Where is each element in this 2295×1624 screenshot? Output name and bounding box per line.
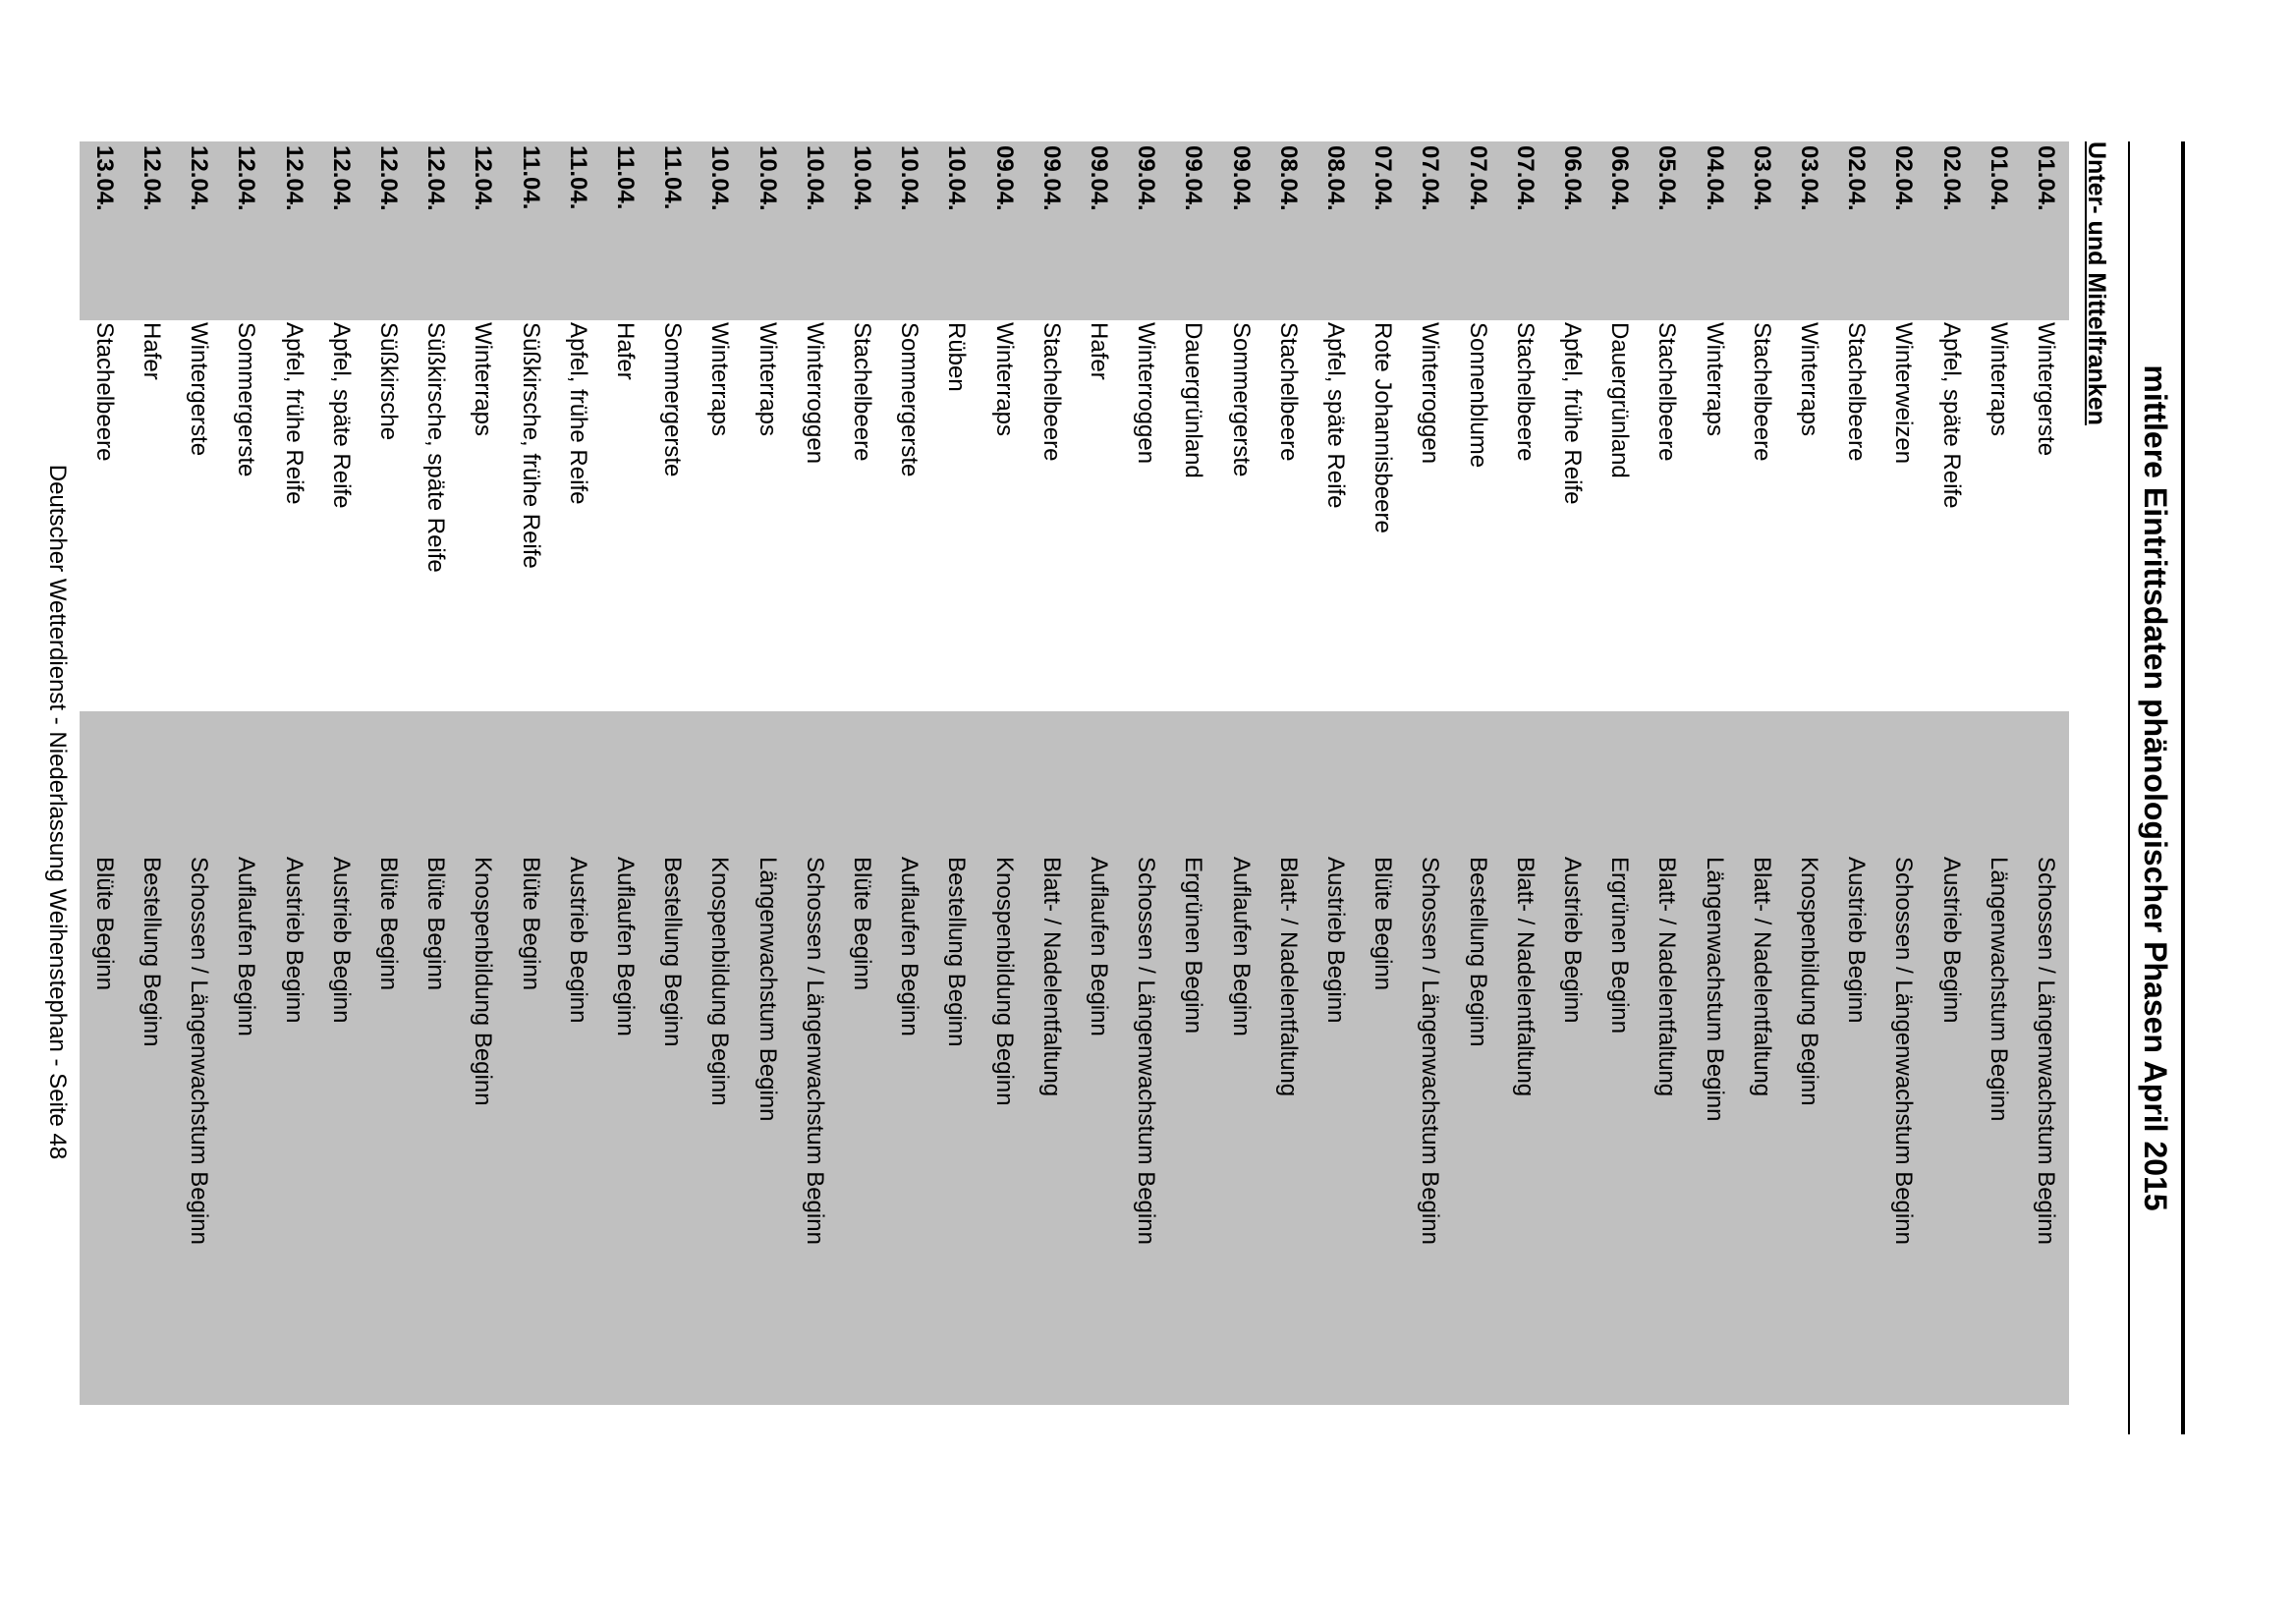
table-row	[1216, 141, 1263, 1434]
table-row	[1785, 141, 1832, 1434]
row-plant: Winterraps	[1701, 322, 1728, 437]
table-row	[696, 141, 743, 1434]
row-phase: Bestellung Beginn	[1464, 857, 1491, 1047]
row-plant: Stachelbeere	[1843, 322, 1871, 462]
row-phase: Blüte Beginn	[1370, 857, 1397, 991]
row-plant: Dauergrünland	[1606, 322, 1634, 478]
table-row	[980, 141, 1027, 1434]
row-date: 02.04.	[1890, 145, 1918, 211]
row-date: 12.04.	[327, 145, 355, 211]
row-date: 12.04.	[470, 145, 497, 211]
table-row	[601, 141, 648, 1434]
row-plant: Winterroggen	[801, 322, 828, 465]
row-date: 06.04.	[1559, 145, 1586, 211]
row-phase: Austrieb Beginn	[280, 857, 308, 1024]
table-row	[1406, 141, 1453, 1434]
row-phase: Knospenbildung Beginn	[706, 857, 734, 1106]
table-row	[81, 141, 128, 1434]
page-title: mittlere Eintrittsdaten phänologischer Phasen April 2015	[2138, 364, 2173, 1211]
row-phase: Knospenbildung Beginn	[470, 857, 497, 1106]
row-phase: Blüte Beginn	[90, 857, 118, 991]
table-row	[885, 141, 932, 1434]
row-plant: Wintergerste	[2033, 322, 2059, 457]
table-row	[1264, 141, 1312, 1434]
table-row	[1690, 141, 1737, 1434]
table-row	[506, 141, 553, 1434]
row-phase: Blüte Beginn	[517, 857, 544, 991]
row-date: 02.04.	[1937, 145, 1965, 211]
table-row	[1879, 141, 1927, 1434]
row-plant: Sommergerste	[233, 322, 260, 477]
row-plant: Rote Johannisbeere	[1370, 322, 1397, 533]
row-phase: Austrieb Beginn	[327, 857, 355, 1024]
row-phase: Auflaufen Beginn	[896, 857, 924, 1036]
row-phase: Schossen / Längenwachstum Beginn	[801, 857, 828, 1245]
row-date: 11.04.	[659, 145, 687, 210]
row-plant: Winterweizen	[1890, 322, 1918, 465]
row-phase: Austrieb Beginn	[564, 857, 591, 1024]
row-phase: Auflaufen Beginn	[612, 857, 639, 1036]
row-phase: Bestellung Beginn	[139, 857, 165, 1047]
row-phase: Längenwachstum Beginn	[754, 857, 781, 1122]
row-date: 04.04.	[1701, 145, 1728, 211]
row-date: 10.04.	[849, 145, 875, 211]
row-plant: Stachelbeere	[90, 322, 118, 462]
row-phase: Längenwachstum Beginn	[1985, 857, 2012, 1122]
row-plant: Stachelbeere	[1037, 322, 1065, 462]
row-plant: Apfel, frühe Reife	[280, 322, 308, 505]
row-phase: Austrieb Beginn	[1843, 857, 1871, 1024]
row-phase: Bestellung Beginn	[659, 857, 687, 1047]
table-row	[364, 141, 412, 1434]
phenology-table	[80, 141, 2069, 1434]
row-date: 07.04.	[1511, 145, 1539, 211]
row-phase: Ergrünen Beginn	[1606, 857, 1634, 1035]
row-plant: Stachelbeere	[1748, 322, 1775, 462]
row-plant: Rüben	[943, 322, 971, 392]
row-plant: Sommergerste	[1227, 322, 1255, 477]
title-rule-top	[2181, 141, 2185, 1434]
row-plant: Stachelbeere	[1511, 322, 1539, 462]
row-date: 10.04.	[754, 145, 781, 211]
row-phase: Ergrünen Beginn	[1180, 857, 1207, 1035]
row-date: 09.04.	[990, 145, 1018, 211]
row-date: 09.04.	[1086, 145, 1112, 211]
row-phase: Auflaufen Beginn	[1086, 857, 1112, 1036]
row-plant: Apfel, späte Reife	[327, 322, 355, 509]
table-row	[175, 141, 222, 1434]
row-date: 03.04.	[1748, 145, 1775, 211]
table-row	[1453, 141, 1500, 1434]
table-row	[1595, 141, 1643, 1434]
row-phase: Schossen / Längenwachstum Beginn	[1133, 857, 1160, 1245]
row-date: 07.04.	[1417, 145, 1444, 211]
row-plant: Apfel, späte Reife	[1937, 322, 1965, 509]
row-date: 06.04.	[1606, 145, 1634, 211]
row-phase: Längenwachstum Beginn	[1701, 857, 1728, 1122]
row-date: 12.04.	[139, 145, 165, 211]
row-plant: Sonnenblume	[1464, 322, 1491, 469]
row-date: 01.04.	[1985, 145, 2012, 211]
row-plant: Winterraps	[754, 322, 781, 437]
table-row	[554, 141, 601, 1434]
row-plant: Stachelbeere	[849, 322, 875, 462]
table-row	[932, 141, 980, 1434]
row-plant: Apfel, späte Reife	[1322, 322, 1349, 509]
table-row	[838, 141, 885, 1434]
table-row	[648, 141, 696, 1434]
row-phase: Blüte Beginn	[375, 857, 402, 991]
title-rule-bottom	[2128, 141, 2130, 1434]
row-date: 08.04.	[1274, 145, 1302, 211]
table-row	[791, 141, 838, 1434]
row-date: 05.04.	[1653, 145, 1681, 211]
table-row	[743, 141, 790, 1434]
row-plant: Apfel, frühe Reife	[564, 322, 591, 505]
table-row	[269, 141, 316, 1434]
row-phase: Knospenbildung Beginn	[1796, 857, 1822, 1106]
table-row	[1548, 141, 1595, 1434]
table-row	[2022, 141, 2069, 1434]
row-date: 12.04.	[233, 145, 260, 211]
row-phase: Blatt- / Nadelentfaltung	[1748, 857, 1775, 1097]
row-plant: Hafer	[612, 322, 639, 380]
row-plant: Süßkirsche, frühe Reife	[517, 322, 544, 569]
row-plant: Winterraps	[1796, 322, 1822, 437]
row-phase: Auflaufen Beginn	[233, 857, 260, 1036]
row-date: 12.04.	[375, 145, 402, 211]
row-plant: Winterroggen	[1417, 322, 1444, 465]
row-plant: Süßkirsche	[375, 322, 402, 441]
row-phase: Blatt- / Nadelentfaltung	[1653, 857, 1681, 1097]
table-row	[1075, 141, 1122, 1434]
row-plant: Sommergerste	[659, 322, 687, 477]
page-footer: Deutscher Wetterdienst - Niederlassung Weihenstephan - Seite 48	[44, 464, 71, 1160]
row-date: 10.04.	[943, 145, 971, 211]
row-phase: Schossen / Längenwachstum Beginn	[1890, 857, 1918, 1245]
row-date: 10.04.	[706, 145, 734, 211]
row-date: 09.04.	[1037, 145, 1065, 211]
row-phase: Schossen / Längenwachstum Beginn	[1417, 857, 1444, 1245]
row-plant: Apfel, frühe Reife	[1559, 322, 1586, 505]
row-date: 12.04.	[186, 145, 213, 211]
row-date: 07.04.	[1370, 145, 1397, 211]
row-phase: Blüte Beginn	[422, 857, 450, 991]
table-row	[1359, 141, 1406, 1434]
row-plant: Süßkirsche, späte Reife	[422, 322, 450, 573]
row-plant: Winterraps	[1985, 322, 2012, 437]
row-date: 09.04.	[1133, 145, 1160, 211]
table-row	[1312, 141, 1359, 1434]
row-date: 12.04.	[280, 145, 308, 211]
row-plant: Stachelbeere	[1653, 322, 1681, 462]
row-date: 03.04.	[1796, 145, 1822, 211]
row-phase: Schossen / Längenwachstum Beginn	[186, 857, 213, 1245]
row-phase: Austrieb Beginn	[1322, 857, 1349, 1024]
row-date: 12.04.	[422, 145, 450, 211]
row-plant: Wintergerste	[186, 322, 213, 457]
row-phase: Blatt- / Nadelentfaltung	[1037, 857, 1065, 1097]
row-phase: Blüte Beginn	[849, 857, 875, 991]
table-row	[1738, 141, 1785, 1434]
row-plant: Hafer	[139, 322, 165, 380]
row-date: 07.04.	[1464, 145, 1491, 211]
table-row	[128, 141, 175, 1434]
table-row	[1122, 141, 1169, 1434]
table-row	[1169, 141, 1216, 1434]
row-date: 09.04.	[1180, 145, 1207, 211]
row-date: 11.04.	[564, 145, 591, 210]
row-date: 13.04.	[90, 145, 118, 211]
table-row	[1501, 141, 1548, 1434]
table-row	[1975, 141, 2022, 1434]
row-plant: Dauergrünland	[1180, 322, 1207, 478]
row-phase: Blatt- / Nadelentfaltung	[1511, 857, 1539, 1097]
table-row	[222, 141, 269, 1434]
row-date: 08.04.	[1322, 145, 1349, 211]
row-phase: Knospenbildung Beginn	[990, 857, 1018, 1106]
row-plant: Winterraps	[706, 322, 734, 437]
table-row	[1927, 141, 1974, 1434]
row-plant: Stachelbeere	[1274, 322, 1302, 462]
table-row	[1832, 141, 1879, 1434]
row-date: 10.04.	[896, 145, 924, 211]
row-plant: Hafer	[1086, 322, 1112, 380]
row-phase: Austrieb Beginn	[1937, 857, 1965, 1024]
table-row	[317, 141, 364, 1434]
row-date: 10.04.	[801, 145, 828, 211]
region-heading: Unter- und Mittelfranken	[2083, 141, 2110, 425]
row-phase: Schossen / Längenwachstum Beginn	[2033, 857, 2059, 1245]
row-plant: Winterroggen	[1133, 322, 1160, 465]
row-plant: Winterraps	[990, 322, 1018, 437]
table-row	[1643, 141, 1690, 1434]
row-plant: Sommergerste	[896, 322, 924, 477]
row-date: 02.04.	[1843, 145, 1871, 211]
row-phase: Auflaufen Beginn	[1227, 857, 1255, 1036]
row-phase: Blatt- / Nadelentfaltung	[1274, 857, 1302, 1097]
row-plant: Winterraps	[470, 322, 497, 437]
row-phase: Austrieb Beginn	[1559, 857, 1586, 1024]
table-row	[459, 141, 506, 1434]
row-date: 09.04.	[1227, 145, 1255, 211]
row-date: 01.04.	[2033, 145, 2059, 211]
row-date: 11.04.	[612, 145, 639, 210]
table-row	[412, 141, 459, 1434]
row-date: 11.04.	[517, 145, 544, 210]
row-phase: Bestellung Beginn	[943, 857, 971, 1047]
table-row	[1028, 141, 1075, 1434]
